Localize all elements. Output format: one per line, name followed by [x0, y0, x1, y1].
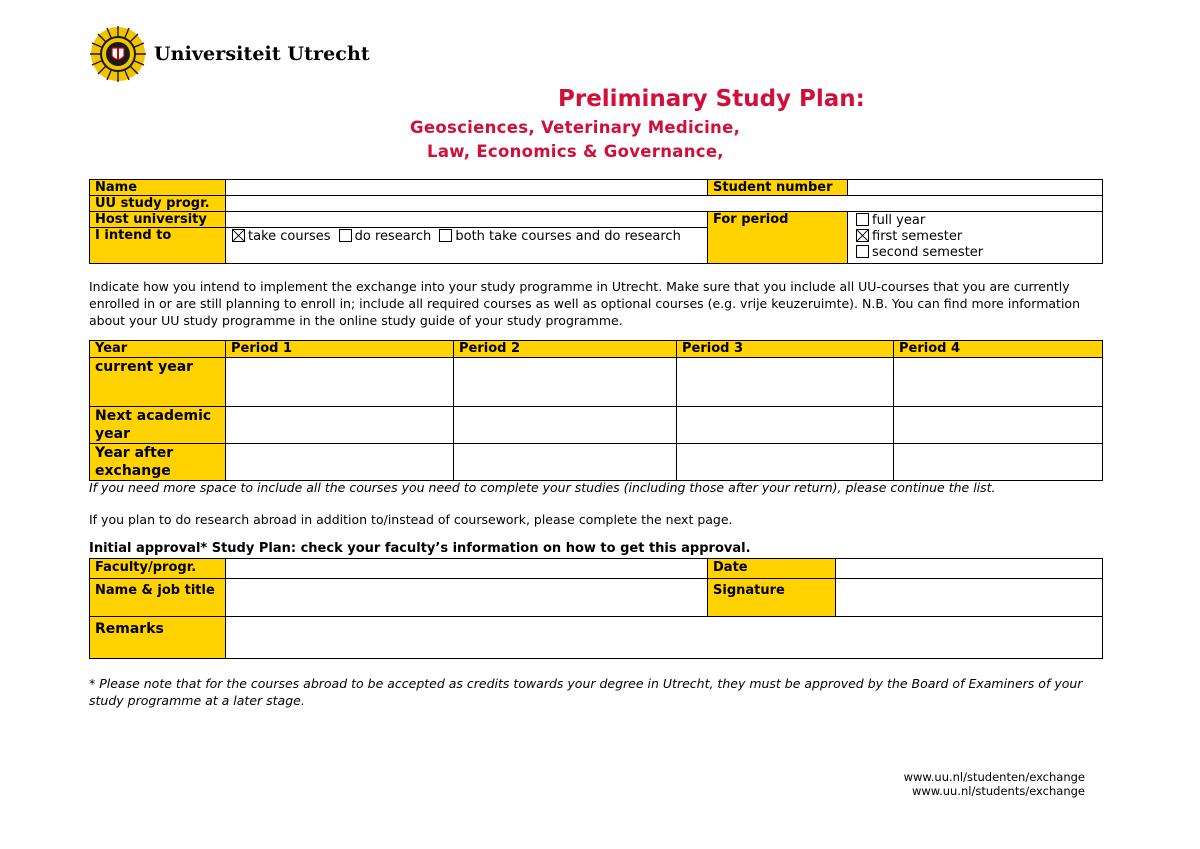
host-university-field[interactable]	[226, 212, 708, 228]
cell-after-p2[interactable]	[454, 444, 677, 481]
uu-study-label: UU study progr.	[90, 196, 226, 212]
row-year-after: Year after exchange	[90, 444, 226, 481]
more-space-note: If you need more space to include all the courses you need to complete your studies (including those after your return), please continue the list.	[89, 480, 996, 495]
full-year-checkbox[interactable]	[856, 213, 869, 226]
row-next-year: Next academic year	[90, 407, 226, 444]
second-semester-checkbox[interactable]	[856, 245, 869, 258]
row-current-year: current year	[90, 358, 226, 407]
university-seal-icon	[88, 24, 148, 84]
university-name: Universiteit Utrecht	[154, 43, 370, 65]
name-field[interactable]	[226, 180, 708, 196]
approval-heading: Initial approval* Study Plan: check your faculty’s information on how to get this approval.	[89, 541, 751, 556]
approval-table	[89, 558, 1103, 659]
cell-current-p2[interactable]	[454, 358, 677, 407]
university-logo	[88, 24, 370, 84]
take-courses-checkbox[interactable]	[232, 229, 245, 242]
cell-after-p3[interactable]	[677, 444, 894, 481]
page-title: Preliminary Study Plan:	[558, 86, 865, 112]
research-note: If you plan to do research abroad in addition to/instead of coursework, please complete the next page.	[89, 512, 733, 527]
subtitle-line-1: Geosciences, Veterinary Medicine,	[410, 118, 741, 137]
footer-link-en[interactable]: www.uu.nl/students/exchange	[911, 784, 1085, 798]
name-job-label: Name & job title	[90, 579, 226, 617]
for-period-label: For period	[708, 212, 848, 264]
intend-option-both[interactable]: both take courses and do research	[439, 229, 680, 244]
remarks-label: Remarks	[90, 617, 226, 659]
period-options	[848, 212, 1103, 264]
host-university-label: Host university	[90, 212, 226, 228]
cell-next-p2[interactable]	[454, 407, 677, 444]
signature-label: Signature	[708, 579, 836, 617]
intend-option-do-research[interactable]: do research	[339, 229, 432, 244]
subtitle-line-2: Law, Economics & Governance,	[427, 142, 724, 161]
period-option-full-year[interactable]: full year	[856, 213, 1102, 229]
cell-next-p3[interactable]	[677, 407, 894, 444]
date-label: Date	[708, 559, 836, 579]
header-year: Year	[90, 341, 226, 358]
faculty-field[interactable]	[226, 559, 708, 579]
uu-study-field[interactable]	[226, 196, 1103, 212]
student-number-field[interactable]	[848, 180, 1103, 196]
footer-link-nl[interactable]: www.uu.nl/studenten/exchange	[903, 770, 1085, 784]
name-job-field[interactable]	[226, 579, 708, 617]
period-option-second-semester[interactable]: second semester	[856, 245, 1102, 261]
remarks-field[interactable]	[226, 617, 1103, 659]
header-period-4: Period 4	[894, 341, 1103, 358]
cell-current-p4[interactable]	[894, 358, 1103, 407]
intend-options	[226, 228, 708, 264]
faculty-label: Faculty/progr.	[90, 559, 226, 579]
cell-next-p1[interactable]	[226, 407, 454, 444]
student-number-label: Student number	[708, 180, 848, 196]
student-info-table	[89, 179, 1103, 264]
study-plan-table	[89, 340, 1103, 481]
both-checkbox[interactable]	[439, 229, 452, 242]
name-label: Name	[90, 180, 226, 196]
footnote: * Please note that for the courses abroad to be accepted as credits towards your degree in Utrecht, they must be approved by the Board of Examiners of your study programme at a later stage.	[89, 676, 1083, 708]
do-research-checkbox[interactable]	[339, 229, 352, 242]
first-semester-checkbox[interactable]	[856, 229, 869, 242]
intend-option-take-courses[interactable]: take courses	[232, 229, 331, 244]
header-period-1: Period 1	[226, 341, 454, 358]
cell-next-p4[interactable]	[894, 407, 1103, 444]
period-option-first-semester[interactable]: first semester	[856, 229, 1102, 245]
signature-field[interactable]	[836, 579, 1103, 617]
cell-after-p1[interactable]	[226, 444, 454, 481]
cell-current-p3[interactable]	[677, 358, 894, 407]
date-field[interactable]	[836, 559, 1103, 579]
cell-after-p4[interactable]	[894, 444, 1103, 481]
footer-links	[904, 770, 1085, 798]
intend-label: I intend to	[90, 228, 226, 264]
header-period-3: Period 3	[677, 341, 894, 358]
instructions-text: Indicate how you intend to implement the exchange into your study programme in Utrecht. Make sure that you include all UU-courses that you are currently enrolled in or are still planning to enroll in; include all required courses as well as optional courses (e.g. vrije keuzeruimte). N.B. You can find more information about your UU study programme in the online study guide of your study programme.	[89, 279, 1080, 328]
cell-current-p1[interactable]	[226, 358, 454, 407]
header-period-2: Period 2	[454, 341, 677, 358]
